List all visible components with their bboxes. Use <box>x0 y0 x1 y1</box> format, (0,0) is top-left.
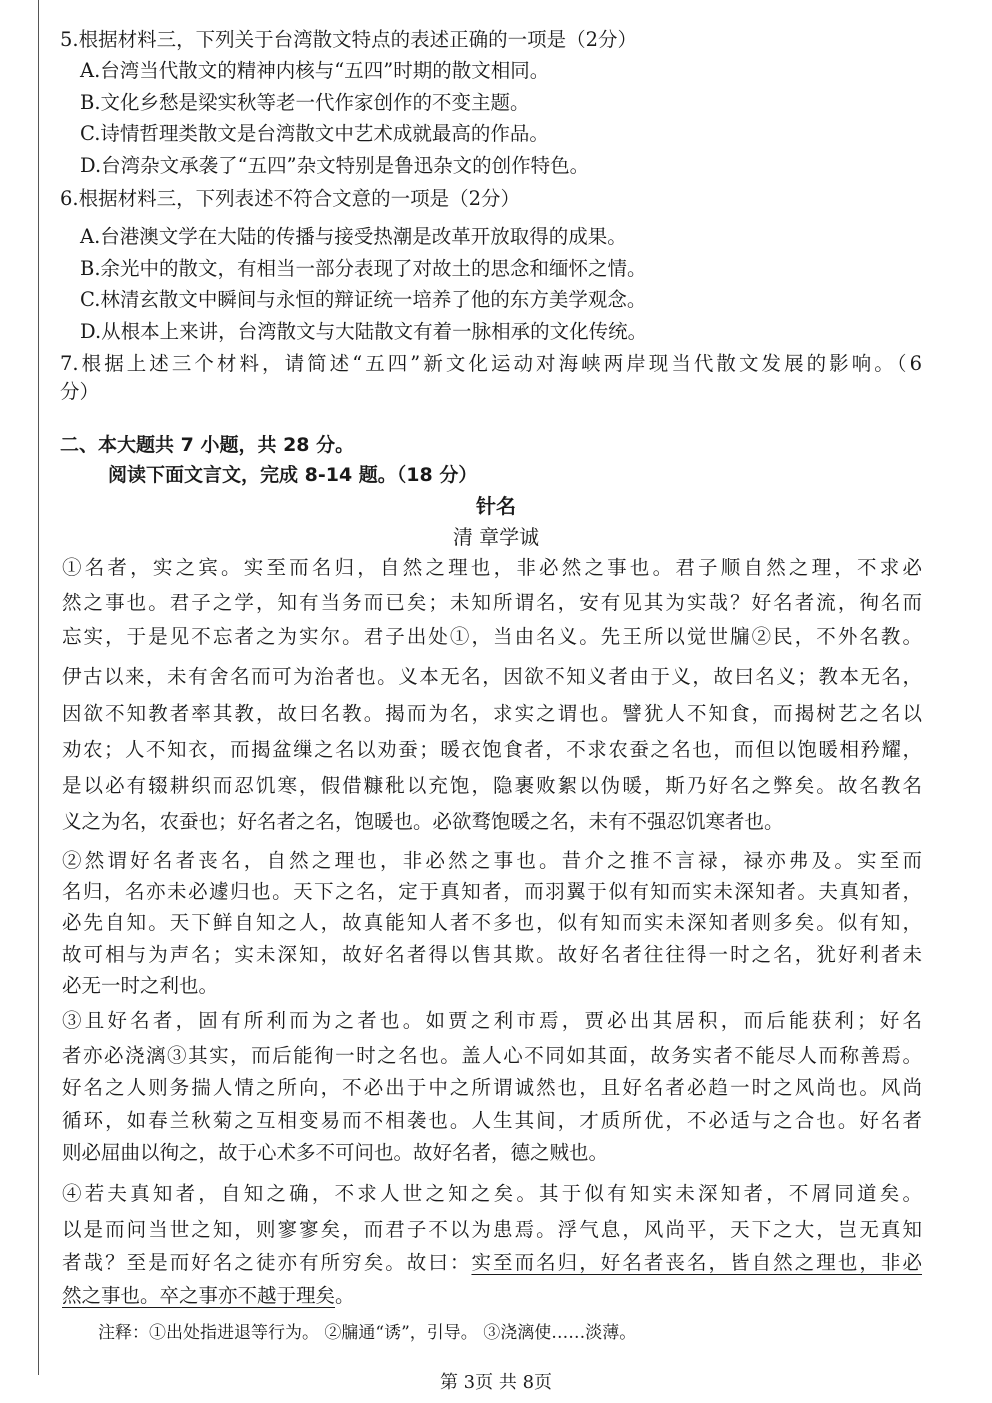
q6-option-b: B.余光中的散文，有相当一部分表现了对故土的思念和缅怀之情。 <box>80 257 647 280</box>
p1-line-8: 义之为名，农蚕也；好名者之名，饱暖也。必欲骛饱暖之名，未有不强忍饥寒者也。 <box>62 810 784 833</box>
q5-option-b: B.文化乡愁是梁实秋等老一代作家创作的不变主题。 <box>80 91 530 114</box>
q6-option-c: C.林清玄散文中瞬间与永恒的辩证统一培养了他的东方美学观念。 <box>80 288 647 311</box>
annotation-note: 注释：①出处指进退等行为。 ②牖通“诱”，引导。 ③浇漓使……淡薄。 <box>98 1323 637 1343</box>
q5-stem: 5.根据材料三，下列关于台湾散文特点的表述正确的一项是（2分） <box>60 28 638 51</box>
q6-option-d: D.从根本上来讲，台湾散文与大陆散文有着一脉相承的文化传统。 <box>80 320 648 343</box>
p1-line-1: ①名者，实之宾。实至而名归，自然之理也，非必然之事也。君子顺自然之理，不求必 <box>62 556 922 579</box>
q5-option-a: A.台湾当代散文的精神内核与“五四”时期的散文相同。 <box>80 59 550 82</box>
p4-line-4 <box>62 1283 922 1309</box>
p1-line-5: 因欲不知教者率其教，故曰名教。揭而为名，求实之谓也。譬犹人不知食，而揭树艺之名以 <box>62 702 922 725</box>
binding-margin-line <box>38 0 39 1375</box>
p4-line-3 <box>62 1250 922 1276</box>
passage-title: 针名 <box>476 494 516 518</box>
q7-line-1: 7.根据上述三个材料，请简述“五四”新文化运动对海峡两岸现当代散文发展的影响。（6 <box>60 352 922 375</box>
section-heading: 二、本大题共 7 小题，共 28 分。 <box>60 434 355 456</box>
p2-line-5: 必无一时之利也。 <box>62 974 219 997</box>
underlined-quote-part-1: 实至而名归，好名者丧名，皆自然之理也，非必 <box>471 1251 922 1274</box>
p4-line-3-text: 者哉？至是而好名之徒亦有所穷矣。故曰： <box>62 1251 472 1274</box>
q7-line-2: 分） <box>60 380 100 403</box>
p1-line-3: 忘实，于是见不忘者之为实尔。君子出处①，当由名义。先王所以觉世牖②民，不外名教。 <box>62 625 922 648</box>
page-number-footer: 第 3页 共 8页 <box>439 1372 553 1393</box>
q6-stem: 6.根据材料三，下列表述不符合文意的一项是（2分） <box>60 187 521 210</box>
p3-line-3: 好名之人则务揣人情之所向，不必出于中之所谓诚然也，且好名者必趋一时之风尚也。风尚 <box>62 1076 922 1099</box>
p1-line-6: 劝农；人不知衣，而揭盆缫之名以劝蚕；暖衣饱食者，不求农蚕之名也，而但以饱暖相矜耀， <box>62 738 922 761</box>
p1-line-2: 然之事也。君子之学，知有当务而已矣；未知所谓名，安有见其为实哉？好名者流，徇名而 <box>62 591 922 614</box>
p2-line-1: ②然谓好名者丧名，自然之理也，非必然之事也。昔介之推不言禄，禄亦弗及。实至而 <box>62 849 922 872</box>
p2-line-2: 名归，名亦未必遽归也。天下之名，定于真知者，而羽翼于似有知而实未深知者。夫真知者， <box>62 880 922 903</box>
passage-author: 清 章学诚 <box>452 525 540 549</box>
p4-line-1: ④若夫真知者，自知之确，不求人世之知之矣。其于似有知实未深知者，不屑同道矣。 <box>62 1182 922 1205</box>
p2-line-4: 故可相与为声名；实未深知，故好名者得以售其欺。故好名者往往得一时之名，犹好利者未 <box>62 943 922 966</box>
p4-line-2: 以是而问当世之知，则寥寥矣，而君子不以为患焉。浮气息，风尚平，天下之大，岂无真知 <box>62 1218 922 1241</box>
q5-option-d: D.台湾杂文承袭了“五四”杂文特别是鲁迅杂文的创作特色。 <box>80 154 590 177</box>
underlined-quote-part-2: 然之事也。卒之事亦不越于理矣 <box>62 1284 336 1307</box>
q6-option-a: A.台港澳文学在大陆的传播与接受热潮是改革开放取得的成果。 <box>80 225 627 248</box>
p3-line-1: ③且好名者，固有所利而为之者也。如贾之利市焉，贾必出其居积，而后能获利；好名 <box>62 1009 922 1032</box>
p4-line-4-end: 。 <box>335 1284 355 1307</box>
p1-line-4: 伊古以来，未有舍名而可为治者也。义本无名，因欲不知义者由于义，故曰名义；教本无名， <box>62 665 922 688</box>
p3-line-2: 者亦必浇漓③其实，而后能徇一时之名也。盖人心不同如其面，故务实者不能尽人而称善焉。 <box>62 1044 922 1067</box>
p2-line-3: 必先自知。天下鲜自知之人，故真能知人者不多也，似有知而实未深知者则多矣。似有知， <box>62 911 922 934</box>
p3-line-5: 则必屈曲以徇之，故于心术多不可问也。故好名者，德之贼也。 <box>62 1141 609 1164</box>
section-instruction: 阅读下面文言文，完成 8-14 题。（18 分） <box>108 464 478 486</box>
p1-line-7: 是以必有辍耕织而忍饥寒，假借糠秕以充饱，隐裹败絮以伪暖，斯乃好名之弊矣。故名教名 <box>62 774 922 797</box>
q5-option-c: C.诗情哲理类散文是台湾散文中艺术成就最高的作品。 <box>80 122 549 145</box>
p3-line-4: 循环，如春兰秋菊之互相变易而不相袭也。人生其间，才质所优，不必适与之合也。好名者 <box>62 1109 922 1132</box>
